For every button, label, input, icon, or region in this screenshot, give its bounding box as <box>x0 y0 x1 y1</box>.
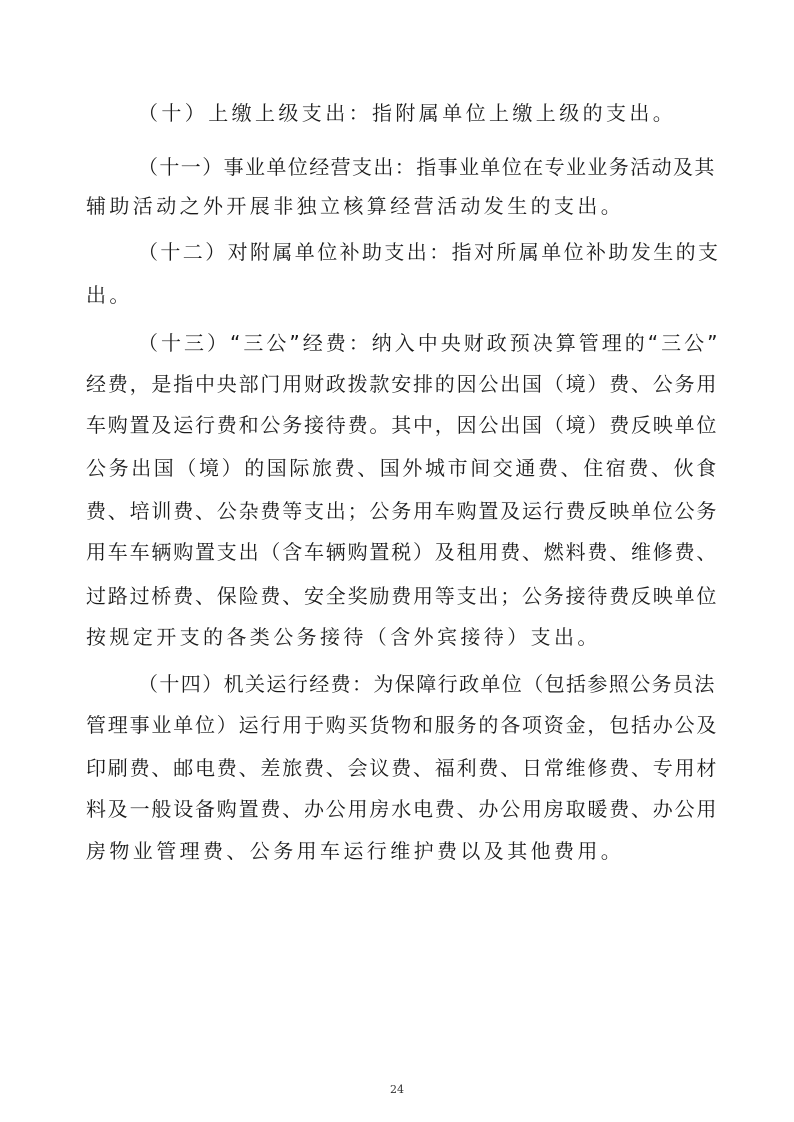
paragraph-3-line-1: （十二）对附属单位补助支出：指对所属单位补助发生的支 <box>138 240 721 264</box>
paragraph-3-line-2: 出。 <box>86 283 133 307</box>
paragraph-2-line-1: （十一）事业单位经营支出：指事业单位在专业业务活动及其 <box>138 155 716 179</box>
paragraph-5-line-5: 房物业管理费、公务用车运行维护费以及其他费用。 <box>86 839 625 863</box>
paragraph-2-line-2: 辅助活动之外开展非独立核算经营活动发生的支出。 <box>86 194 625 218</box>
paragraph-4-line-7: 过路过桥费、保险费、安全奖励费用等支出；公务接待费反映单位 <box>86 584 719 608</box>
paragraph-1-line-1: （十）上缴上级支出：指附属单位上缴上级的支出。 <box>138 101 677 125</box>
page-number: 24 <box>390 1083 404 1096</box>
paragraph-4-line-5: 费、培训费、公杂费等支出；公务用车购置及运行费反映单位公务 <box>86 499 719 523</box>
paragraph-4-line-6: 用车车辆购置支出（含车辆购置税）及租用费、燃料费、维修费、 <box>86 540 719 564</box>
paragraph-5-line-2: 管理事业单位）运行用于购买货物和服务的各项资金，包括办公及 <box>86 713 719 737</box>
paragraph-4-line-1: （十三）“三公”经费：纳入中央财政预决算管理的“三公” <box>138 331 721 355</box>
paragraph-4-line-3: 车购置及运行费和公务接待费。其中，因公出国（境）费反映单位 <box>86 413 719 437</box>
paragraph-5-line-4: 料及一般设备购置费、办公用房水电费、办公用房取暖费、办公用 <box>86 797 719 821</box>
paragraph-4-line-4: 公务出国（境）的国际旅费、国外城市间交通费、住宿费、伙食 <box>86 456 719 480</box>
paragraph-4-line-2: 经费，是指中央部门用财政拨款安排的因公出国（境）费、公务用 <box>86 372 719 396</box>
paragraph-5-line-3: 印刷费、邮电费、差旅费、会议费、福利费、日常维修费、专用材 <box>86 756 719 780</box>
paragraph-4-line-8: 按规定开支的各类公务接待（含外宾接待）支出。 <box>86 625 601 649</box>
paragraph-5-line-1: （十四）机关运行经费：为保障行政单位（包括参照公务员法 <box>138 672 716 696</box>
